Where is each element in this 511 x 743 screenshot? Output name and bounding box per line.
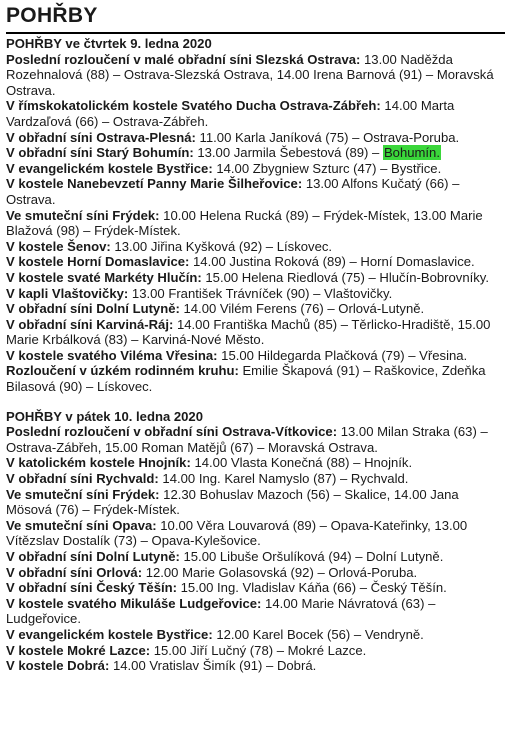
funeral-place: Ve smuteční síni Opava: — [6, 517, 157, 533]
days-container — [6, 36, 505, 674]
funeral-entry — [6, 130, 505, 146]
funeral-details: 14.00 Zbygniew Szturc (47) – Bystřice. — [212, 160, 442, 176]
funeral-entry — [6, 487, 505, 518]
funeral-entry — [6, 254, 505, 270]
funeral-place: V obřadní síni Dolní Lutyně: — [6, 549, 180, 564]
funeral-details: 14.00 Vlasta Konečná (88) – Hnojník. — [190, 455, 413, 471]
funeral-place: V obřadní síni Český Těšín: — [6, 580, 177, 596]
funeral-details: 13.00 Jarmila Šebestová (89) – — [193, 145, 383, 161]
funeral-entry — [6, 145, 505, 161]
funeral-entry — [6, 424, 505, 455]
day-section — [6, 36, 505, 395]
funeral-place: V kostele Nanebevzetí Panny Marie Šilheřovice: — [6, 176, 303, 192]
funeral-place: V kostele Horní Domaslavice: — [6, 254, 190, 270]
funeral-details: 14.00 Vratislav Šimík (91) – Dobrá. — [109, 658, 317, 674]
funeral-entry — [6, 286, 505, 302]
funeral-entry — [6, 627, 505, 643]
funeral-details: 15.00 Helena Riedlová (75) – Hlučín-Bobrovníky. — [201, 269, 490, 285]
funeral-place: V obřadní síni Karviná-Ráj: — [6, 316, 174, 332]
funeral-details: 12.30 Bohuslav Mazoch (56) – Skalice, 14.00 Jana Mösová (76) – Frýdek-Místek. — [6, 486, 459, 518]
funeral-place: Ve smuteční síni Frýdek: — [6, 207, 160, 223]
title-divider — [6, 32, 505, 34]
funeral-entry — [6, 239, 505, 255]
funeral-place: V římskokatolickém kostele Svatého Ducha Ostrava-Zábřeh: — [6, 98, 381, 114]
funeral-place: V kostele svatého Mikuláše Ludgeřovice: — [6, 595, 262, 611]
funeral-details: 12.00 Karel Bocek (56) – Vendryně. — [212, 626, 424, 642]
funeral-place: V kostele Dobrá: — [6, 658, 110, 674]
day-header: POHŘBY ve čtvrtek 9. ledna 2020 — [6, 36, 212, 51]
funeral-entry — [6, 270, 505, 286]
funeral-details: 15.00 Ing. Vladislav Káňa (66) – Český Těšín. — [177, 580, 447, 596]
funeral-details: 14.00 Ing. Karel Namyslo (87) – Rychvald. — [158, 471, 409, 487]
funeral-details: 14.00 Justina Roková (89) – Horní Domaslavice. — [189, 254, 475, 270]
funeral-place: Rozloučení v úzkém rodinném kruhu: — [6, 363, 239, 379]
funeral-entry — [6, 317, 505, 348]
day-section — [6, 409, 505, 674]
funeral-place: V kapli Vlaštovičky: — [6, 285, 129, 301]
funeral-place: V kostele svatého Viléma Vřesina: — [6, 347, 218, 363]
funeral-place: Poslední rozloučení v malé obřadní síni Slezská Ostrava: — [6, 51, 361, 67]
funeral-place: V evangelickém kostele Bystřice: — [6, 626, 213, 642]
funeral-details: 15.00 Jiří Lučný (78) – Mokré Lazce. — [150, 642, 367, 658]
funeral-place: Poslední rozloučení v obřadní síni Ostrava-Vítkovice: — [6, 424, 338, 440]
funeral-entry — [6, 596, 505, 627]
funeral-details: 14.00 Marie Návratová (63) – Ludgeřovice. — [6, 595, 436, 627]
funeral-entry — [6, 301, 505, 317]
funeral-place: V evangelickém kostele Bystřice: — [6, 160, 213, 176]
funeral-details: 13.00 Milan Straka (63) – Ostrava-Zábřeh, 15.00 Roman Matějů (67) – Moravská Ostrava. — [6, 424, 488, 455]
highlighted-text: Bohumín. — [383, 145, 440, 161]
funeral-details: Emilie Škapová (91) – Raškovice, Zdeňka Bilasová (90) – Lískovec. — [6, 363, 486, 395]
funeral-details: 15.00 Libuše Oršulíková (94) – Dolní Lutyně. — [179, 549, 444, 564]
funeral-details: 11.00 Karla Janíková (75) – Ostrava-Poruba. — [195, 129, 460, 145]
funeral-entry — [6, 580, 505, 596]
day-header: POHŘBY v pátek 10. ledna 2020 — [6, 408, 203, 424]
funeral-place: V obřadní síni Rychvald: — [6, 471, 159, 487]
funeral-entry — [6, 658, 505, 674]
funeral-details: 13.00 František Trávníček (90) – Vlaštovičky. — [128, 285, 393, 301]
funeral-place: V katolickém kostele Hnojník: — [6, 455, 191, 471]
funeral-entry — [6, 518, 505, 549]
funeral-details: 10.00 Helena Rucká (89) – Frýdek-Místek, 13.00 Marie Blažová (98) – Frýdek-Místek. — [6, 207, 483, 239]
funeral-entry — [6, 348, 505, 364]
funeral-entry — [6, 208, 505, 239]
funeral-entry — [6, 176, 505, 207]
funeral-place: V kostele svaté Markéty Hlučín: — [6, 269, 202, 285]
funeral-details: 14.00 Františka Machů (85) – Těrlicko-Hradiště, 15.00 Marie Krbálková (83) – Karviná-Nové Město. — [6, 316, 491, 348]
funeral-details: 13.00 Alfons Kučatý (66) – Ostrava. — [6, 176, 460, 207]
funeral-details: 10.00 Věra Louvarová (89) – Opava-Kateřinky, 13.00 Vítězslav Dostalík (73) – Opava-Kylešovice. — [6, 517, 468, 549]
funeral-entry — [6, 549, 505, 565]
funeral-entry — [6, 565, 505, 581]
funeral-place: V obřadní síni Orlová: — [6, 564, 143, 580]
section-title: POHŘBY — [6, 4, 98, 27]
day-gap — [6, 395, 505, 409]
funeral-place: V kostele Šenov: — [6, 238, 111, 254]
funeral-details: 14.00 Marta Vardzaľová (66) – Ostrava-Zábřeh. — [6, 98, 455, 129]
funeral-details: 13.00 Jiřina Kyšková (92) – Lískovec. — [110, 238, 333, 254]
funeral-details: 14.00 Vilém Ferens (76) – Orlová-Lutyně. — [179, 301, 425, 317]
funeral-details: 13.00 Naděžda Rozehnalová (88) – Ostrava-Slezská Ostrava, 14.00 Irena Barnová (91) – Moravská Ostrava. — [6, 51, 494, 98]
funeral-place: V kostele Mokré Lazce: — [6, 642, 151, 658]
funeral-place: Ve smuteční síni Frýdek: — [6, 486, 160, 502]
funeral-place: V obřadní síni Ostrava-Plesná: — [6, 129, 196, 145]
funeral-entry — [6, 52, 505, 99]
funeral-entry — [6, 471, 505, 487]
funeral-entry — [6, 455, 505, 471]
funeral-place: V obřadní síni Dolní Lutyně: — [6, 301, 180, 317]
funeral-entry — [6, 98, 505, 129]
funeral-entry — [6, 161, 505, 177]
funeral-details: 15.00 Hildegarda Plačková (79) – Vřesina. — [217, 347, 468, 363]
funeral-entry — [6, 363, 505, 394]
funeral-details: 12.00 Marie Golasovská (92) – Orlová-Poruba. — [142, 564, 418, 580]
funeral-entry — [6, 643, 505, 659]
funeral-place: V obřadní síni Starý Bohumín: — [6, 145, 194, 161]
